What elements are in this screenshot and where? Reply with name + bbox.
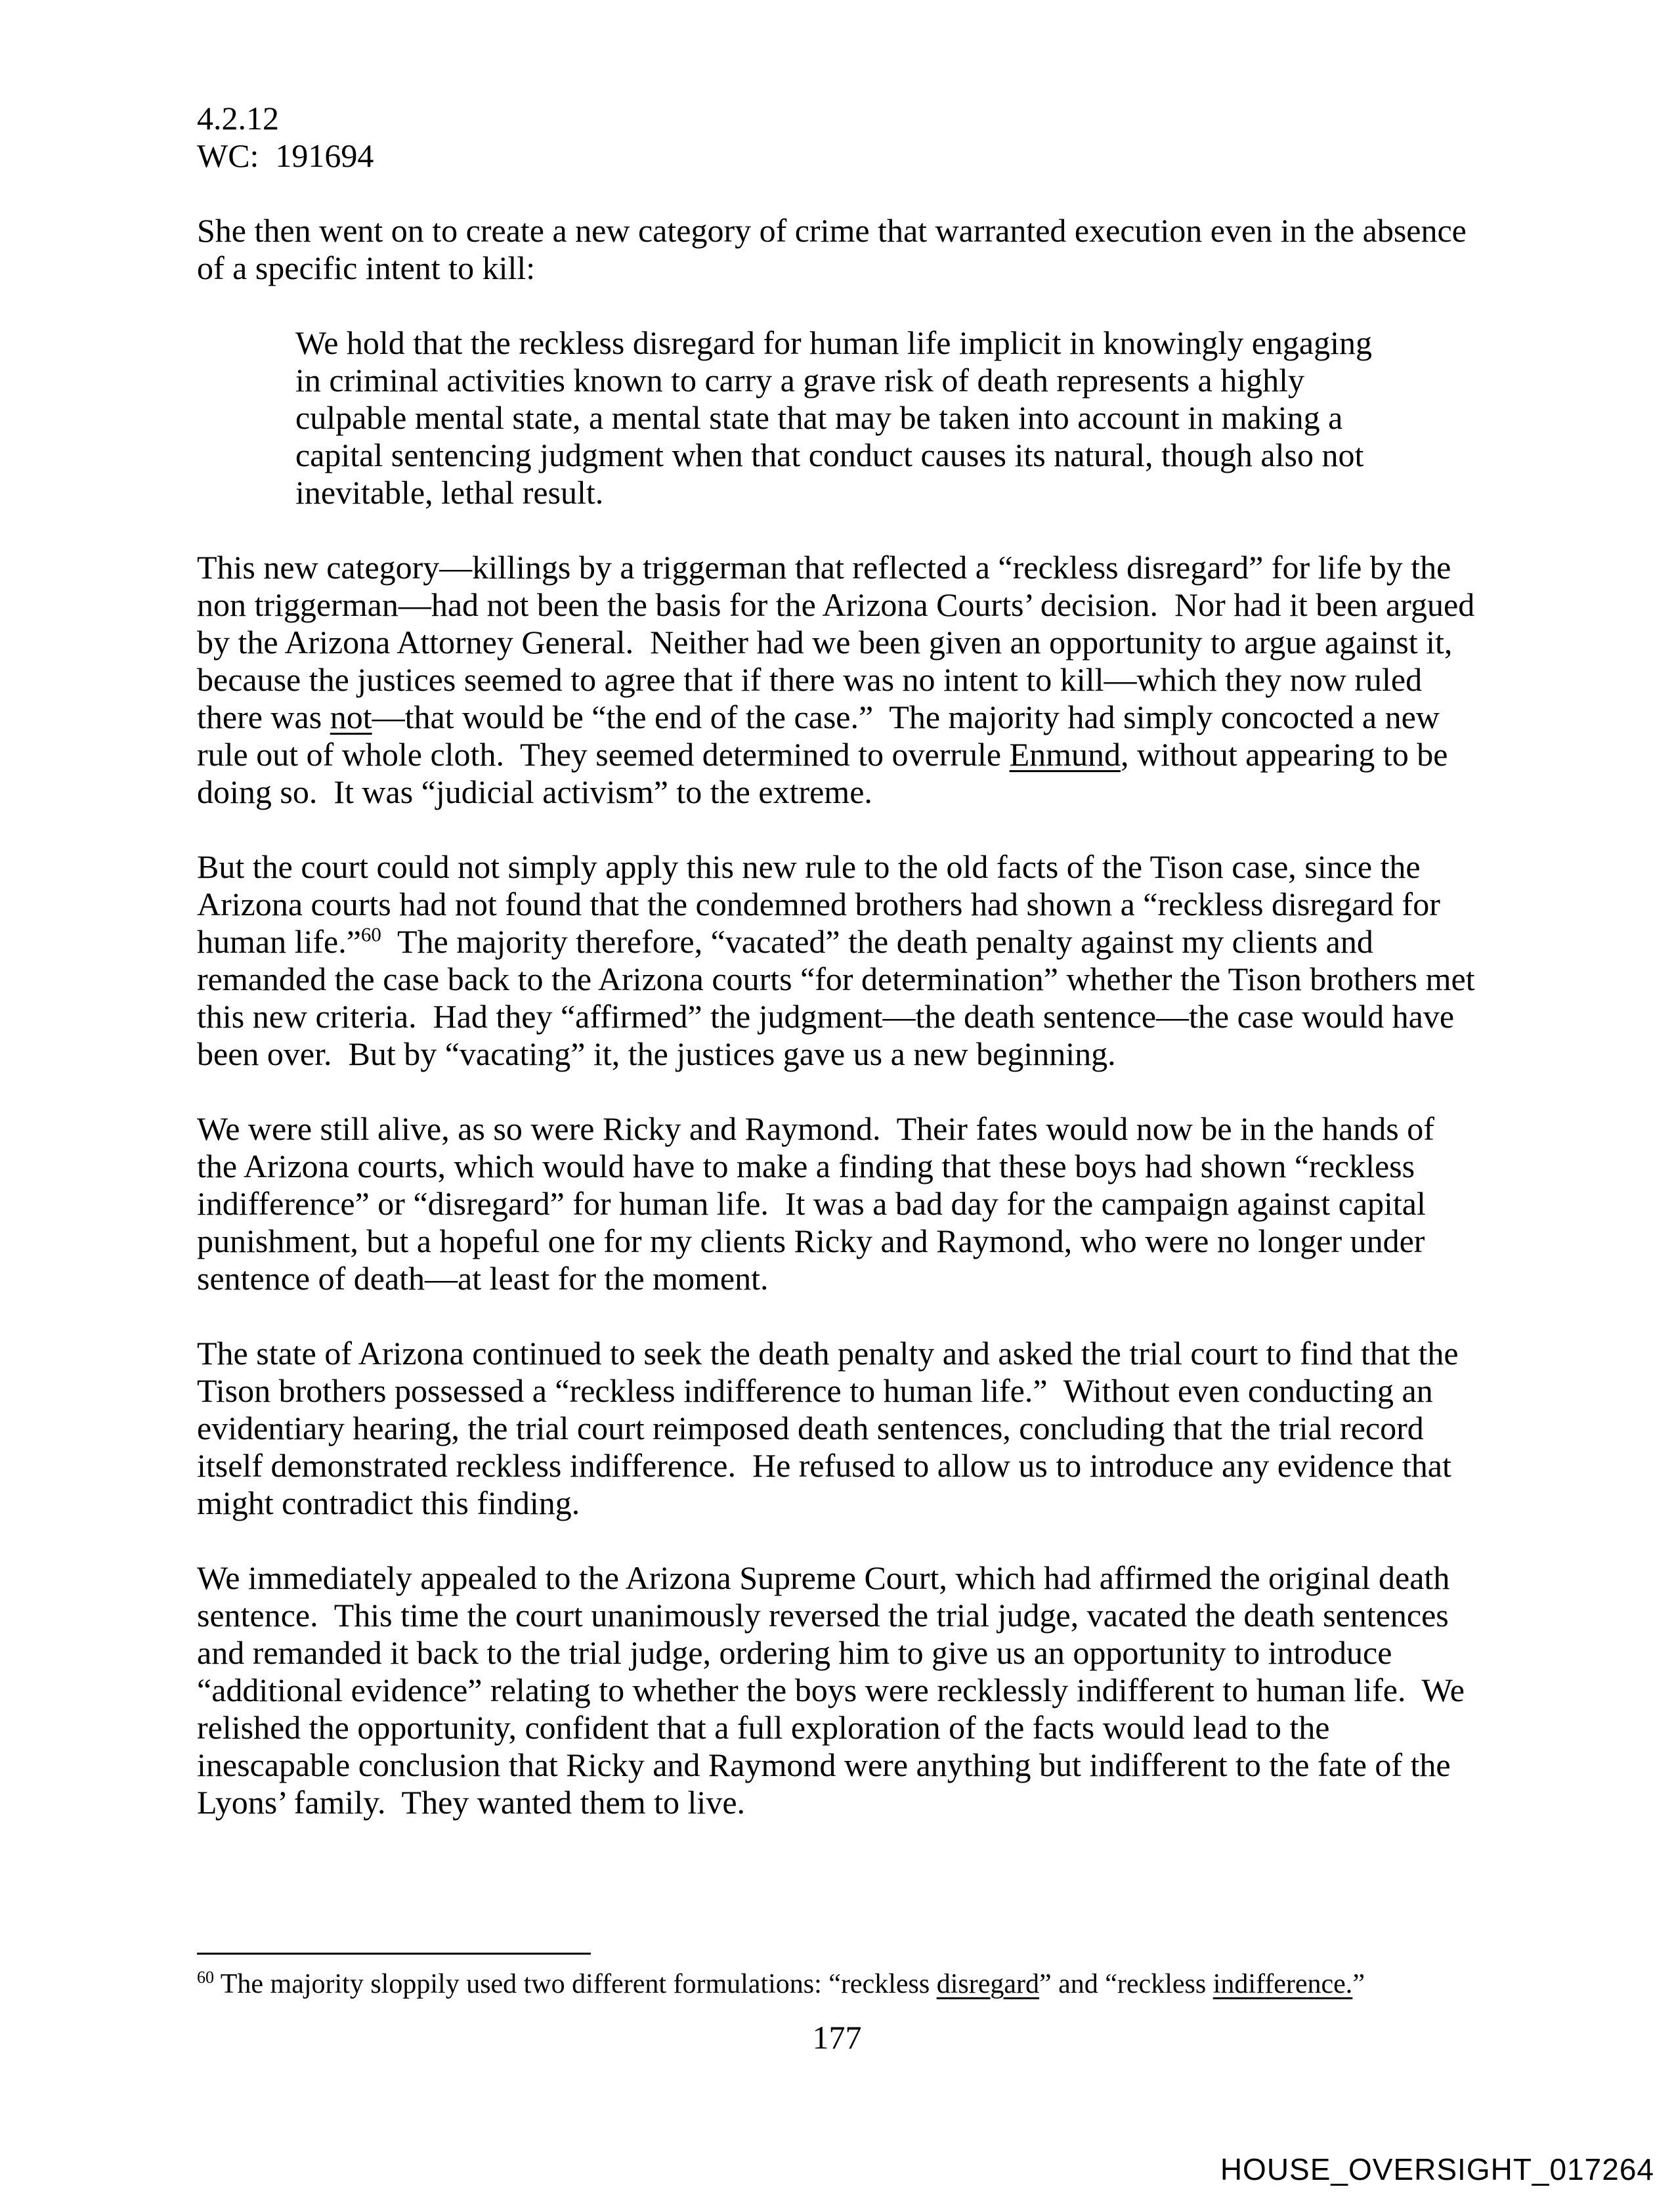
document-header bbox=[197, 100, 1477, 175]
paragraph-appeal: We immediately appealed to the Arizona Supreme Court, which had affirmed the original death sentence. This time the court unanimously reversed the trial judge, vacated the death sentences and remanded it back to the trial judge, ordering him to give us an opportunity to introduce “additional evidence” relating to whether the boys were recklessly indifferent to human life. We relished the opportunity, confident that a full exploration of the facts would lead to the inescapable conclusion that Ricky and Raymond were anything but indifferent to the fate of the Lyons’ family. They wanted them to live. bbox=[197, 1559, 1473, 1821]
text-run: The majority therefore, “vacated” the death penalty against my clients and remanded the case back to the Arizona courts “for determination” whether the Tison brothers met this new criteria. Had they “affirmed” the judgment—the death sentence—the case would have been over. But by “vacating” it, the justices gave us a new beginning. bbox=[197, 923, 1484, 1072]
underlined-text-enmund: Enmund bbox=[1009, 736, 1121, 773]
text-run: , without appearing to be doing so. It was “judicial activism” to the extreme. bbox=[197, 736, 1457, 810]
footnote-separator-rule bbox=[197, 1953, 591, 1955]
page-number: 177 bbox=[812, 2019, 862, 2056]
blockquote-court-holding: We hold that the reckless disregard for human life implicit in knowingly engaging in criminal activities known to carry a grave risk of death represents a highly culpable mental state, a mental state that may be taken into account in making a capital sentencing judgment when that conduct causes its natural, though also not inevitable, lethal result. bbox=[295, 324, 1381, 511]
paragraph-new-category bbox=[197, 549, 1483, 811]
header-line-2: WC: 191694 bbox=[197, 137, 374, 174]
paragraph-state-of-arizona: The state of Arizona continued to seek the death penalty and asked the trial court to find that the Tison brothers possessed a “reckless indifference to human life.” Without even conducting an evidentiary hearing, the trial court reimposed death sentences, concluding that the trial record itself demonstrated reckless indifference. He refused to allow us to introduce any evidence that might contradict this finding. bbox=[197, 1335, 1467, 1521]
underlined-text-not: not bbox=[330, 699, 372, 735]
footnote-60 bbox=[197, 1968, 1477, 2001]
text-run: This new category—killings by a triggerman that reflected a “reckless disregard” for life by the non triggerman—had not been the basis for the Arizona Courts’ decision. Nor had it been argued by the Arizona Attorney General. Neither had we been given an opportunity to argue against it, because the justices seemed to agree that if there was no intent to kill—which they now ruled there was bbox=[197, 549, 1483, 735]
text-run: —that would be “the end of the case.” The majority had simply concocted a new rule out of whole cloth. They seemed determined to overrule bbox=[197, 699, 1448, 773]
text-run: But the court could not simply apply this new rule to the old facts of the Tison case, since the Arizona courts had not found that the condemned brothers had shown a “reckless disregard for human life.” bbox=[197, 848, 1449, 960]
bates-number: HOUSE_OVERSIGHT_017264 bbox=[1220, 2152, 1654, 2186]
header-line-1: 4.2.12 bbox=[197, 100, 279, 137]
footnote-marker: 60 bbox=[197, 1968, 214, 1987]
underlined-text-indifference: indifference. bbox=[1213, 1969, 1353, 1999]
paragraph-still-alive: We were still alive, as so were Ricky and Raymond. Their fates would now be in the hands of the Arizona courts, which would have to make a finding that these boys had shown “reckless indifference” or “disregard” for human life. It was a bad day for the campaign against capital punishment, but a hopeful one for my clients Ricky and Raymond, who were no longer under sentence of death—at least for the moment. bbox=[197, 1110, 1443, 1297]
paragraph-old-facts bbox=[197, 848, 1484, 1073]
text-run: ” bbox=[1352, 1969, 1365, 1999]
text-run: ” and “reckless bbox=[1039, 1969, 1213, 1999]
footnote-reference-60: 60 bbox=[360, 922, 381, 946]
text-run: The majority sloppily used two different formulations: “reckless bbox=[214, 1969, 937, 1999]
paragraph-intro: She then went on to create a new category of crime that warranted execution even in the absence of a specific intent to kill: bbox=[197, 212, 1475, 286]
underlined-text-disregard: disregard bbox=[936, 1969, 1039, 1999]
footnote-section bbox=[197, 1953, 1477, 2001]
